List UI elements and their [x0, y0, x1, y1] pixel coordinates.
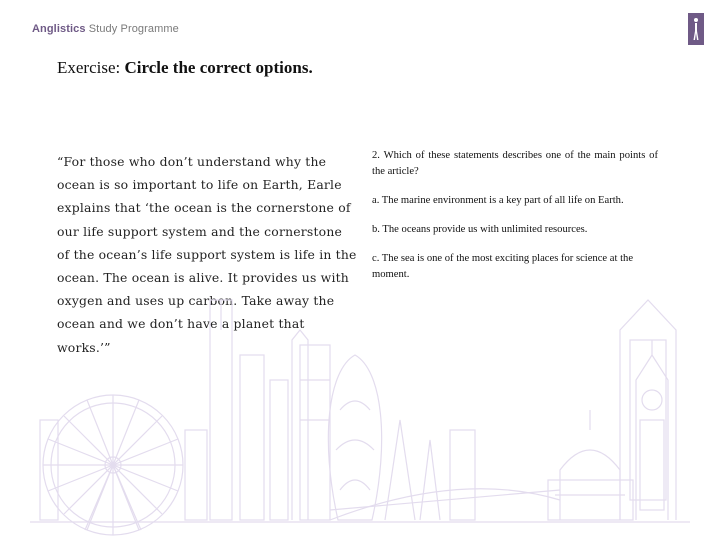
exercise-title-prefix: Exercise: [57, 58, 125, 77]
option-b[interactable]: b. The oceans provide us with unlimited resources. [372, 224, 588, 235]
brand-name: Anglistics [32, 23, 86, 35]
big-ben-drawing [636, 355, 668, 520]
figure-logo-icon [688, 13, 704, 45]
dome-drawing [560, 450, 620, 520]
programme-header [32, 23, 179, 35]
programme-subtitle: Study Programme [88, 23, 179, 35]
exercise-title-main: Circle the correct options. [124, 58, 313, 77]
ferris-wheel-drawing [43, 395, 183, 535]
article-quote: “For those who don’t understand why the ocean is so important to life on Earth, Earle explains that ‘the ocean is the cornerstone of our life support system and the cornerstone of the ocean’s life support system is life in the ocean. The ocean is alive. It provides us with oxygen and uses up carbon. Take away the ocean and we don’t have a planet that works.’” [57, 154, 357, 355]
option-c[interactable]: c. The sea is one of the most exciting places for science at the moment. [372, 253, 634, 280]
question-block [372, 148, 658, 296]
question-text: 2. Which of these statements describes one of the main points of the article? [372, 150, 658, 177]
option-a[interactable]: a. The marine environment is a key part of all life on Earth. [372, 195, 624, 206]
exercise-title [57, 58, 313, 78]
gherkin-drawing [328, 355, 381, 520]
